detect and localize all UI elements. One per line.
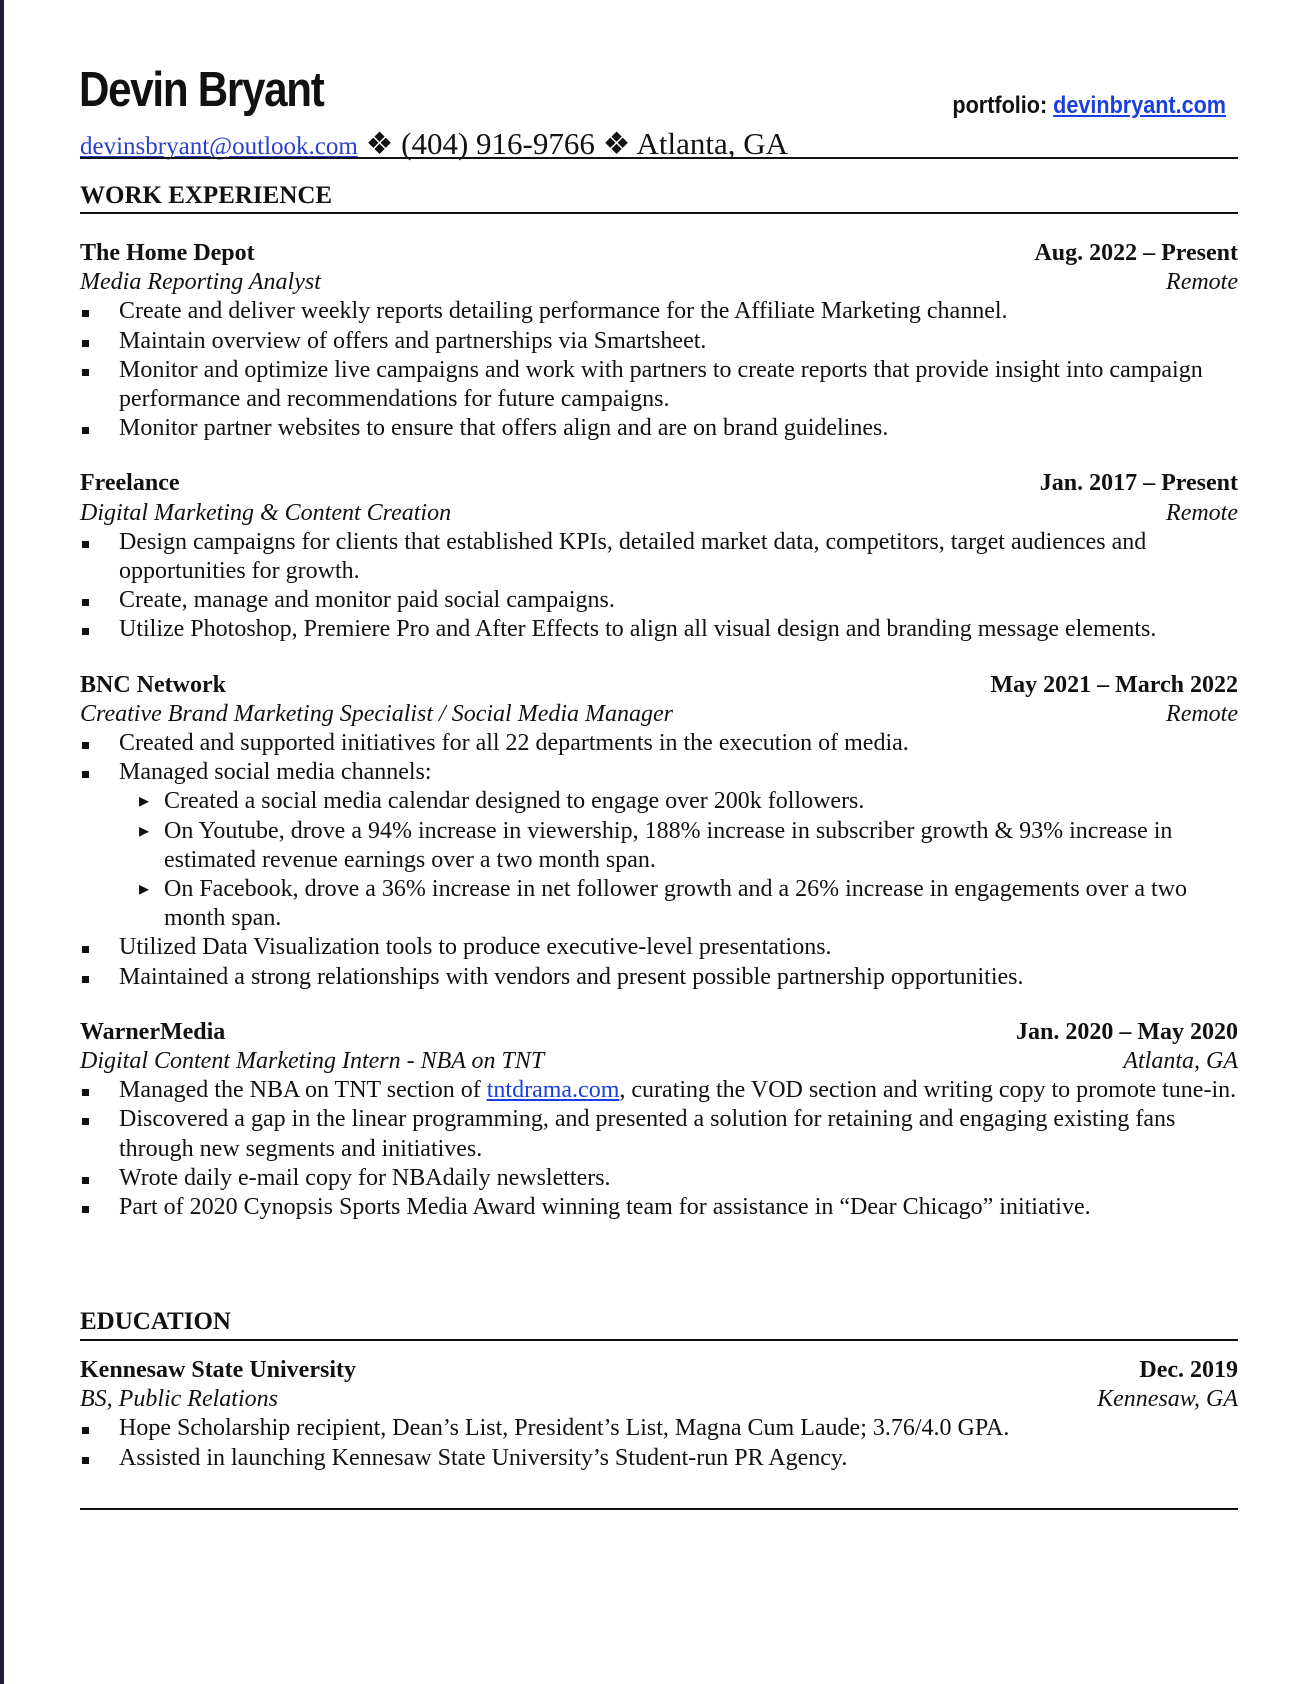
location: Atlanta, GA (636, 126, 789, 161)
bullet (80, 1076, 1238, 1105)
bullet: Create, manage and monitor paid social campaigns. (80, 586, 1238, 615)
job-role: Media Reporting Analyst (80, 269, 321, 296)
bullet-text: Managed social media channels: (119, 759, 432, 786)
footer-divider (80, 1508, 1238, 1510)
bullet: Utilized Data Visualization tools to produce executive-level presentations. (80, 933, 1238, 962)
job-dates: Jan. 2020 – May 2020 (1016, 1018, 1238, 1045)
education-heading: EDUCATION (80, 1308, 231, 1335)
job-location: Remote (1166, 700, 1238, 727)
bullet-text: , curating the VOD section and writing copy to promote tune-in. (619, 1077, 1237, 1104)
job-location: Remote (1166, 499, 1238, 526)
bullet (80, 758, 1238, 933)
portfolio-label: portfolio: (952, 92, 1048, 119)
header-divider (80, 157, 1238, 159)
education-divider (80, 1339, 1238, 1341)
job-dates: May 2021 – March 2022 (990, 671, 1238, 698)
bullet: Created and supported initiatives for all 22 departments in the execution of media. (80, 729, 1238, 758)
page-left-edge (0, 0, 4, 1684)
job-entry (80, 1018, 1238, 1222)
bullet: Monitor and optimize live campaigns and work with partners to create reports that provide insight into campaign performance and recommendations for future campaigns. (80, 356, 1238, 414)
separator-icon: ❖ (602, 126, 631, 161)
portfolio (952, 92, 1226, 120)
bullet: Design campaigns for clients that established KPIs, detailed market data, competitors, target audiences and opportunities for growth. (80, 528, 1238, 586)
education (80, 1356, 1238, 1473)
bullet: Maintain overview of offers and partnerships via Smartsheet. (80, 327, 1238, 356)
sub-bullet: ▸ On Facebook, drove a 36% increase in net follower growth and a 26% increase in engagements over a two month span. (119, 875, 1238, 933)
work-experience-heading: WORK EXPERIENCE (80, 182, 333, 209)
job-role: Creative Brand Marketing Specialist / Social Media Manager (80, 700, 673, 727)
bullet: Assisted in launching Kennesaw State University’s Student-run PR Agency. (80, 1444, 1238, 1473)
job-dates: Aug. 2022 – Present (1034, 240, 1238, 266)
bullet: Wrote daily e-mail copy for NBAdaily newsletters. (80, 1164, 1238, 1193)
work-experience (80, 239, 1238, 1248)
school-location: Kennesaw, GA (1097, 1386, 1238, 1413)
bullet-text: Managed the NBA on TNT section of (119, 1077, 487, 1104)
bullet: Maintained a strong relationships with vendors and present possible partnership opportunities. (80, 963, 1238, 992)
job-entry (80, 239, 1238, 443)
email-link[interactable]: devinsbryant@outlook.com (80, 133, 358, 160)
job-entry (80, 469, 1238, 644)
sub-bullet: ▸ Created a social media calendar designed to engage over 200k followers. (119, 787, 1238, 816)
bullet: Utilize Photoshop, Premiere Pro and After Effects to align all visual design and branding message elements. (80, 615, 1238, 644)
portfolio-link[interactable]: devinbryant.com (1053, 92, 1226, 119)
degree: BS, Public Relations (80, 1386, 278, 1413)
candidate-name: Devin Bryant (79, 63, 324, 117)
separator-icon: ❖ (365, 126, 394, 161)
bullet: Part of 2020 Cynopsis Sports Media Award winning team for assistance in “Dear Chicago” initiative. (80, 1193, 1238, 1222)
job-dates: Jan. 2017 – Present (1039, 470, 1238, 497)
job-location: Remote (1166, 269, 1238, 296)
bullet: Create and deliver weekly reports detailing performance for the Affiliate Marketing channel. (80, 297, 1238, 326)
sub-bullet: ▸ On Youtube, drove a 94% increase in viewership, 188% increase in subscriber growth & 93% increase in estimated revenue earnings over a two month span. (119, 817, 1238, 875)
job-role: Digital Marketing & Content Creation (80, 499, 452, 526)
job-role: Digital Content Marketing Intern - NBA on TNT (80, 1048, 545, 1075)
tntdrama-link[interactable]: tntdrama.com (486, 1077, 620, 1104)
job-entry (80, 671, 1238, 992)
job-org: The Home Depot (80, 240, 255, 266)
work-divider (80, 212, 1238, 214)
contact-line (80, 128, 788, 159)
bullet: Hope Scholarship recipient, Dean’s List, President’s List, Magna Cum Laude; 3.76/4.0 GPA. (80, 1414, 1238, 1443)
school-name: Kennesaw State University (80, 1357, 356, 1383)
job-org: BNC Network (80, 671, 226, 698)
job-org: WarnerMedia (80, 1018, 226, 1045)
job-location: Atlanta, GA (1123, 1048, 1238, 1075)
job-org: Freelance (80, 470, 180, 497)
phone: (404) 916-9766 (401, 126, 595, 161)
bullet: Monitor partner websites to ensure that offers align and are on brand guidelines. (80, 414, 1238, 443)
graduation-date: Dec. 2019 (1139, 1357, 1238, 1383)
bullet: Discovered a gap in the linear programming, and presented a solution for retaining and engaging existing fans through new segments and initiatives. (80, 1105, 1238, 1163)
